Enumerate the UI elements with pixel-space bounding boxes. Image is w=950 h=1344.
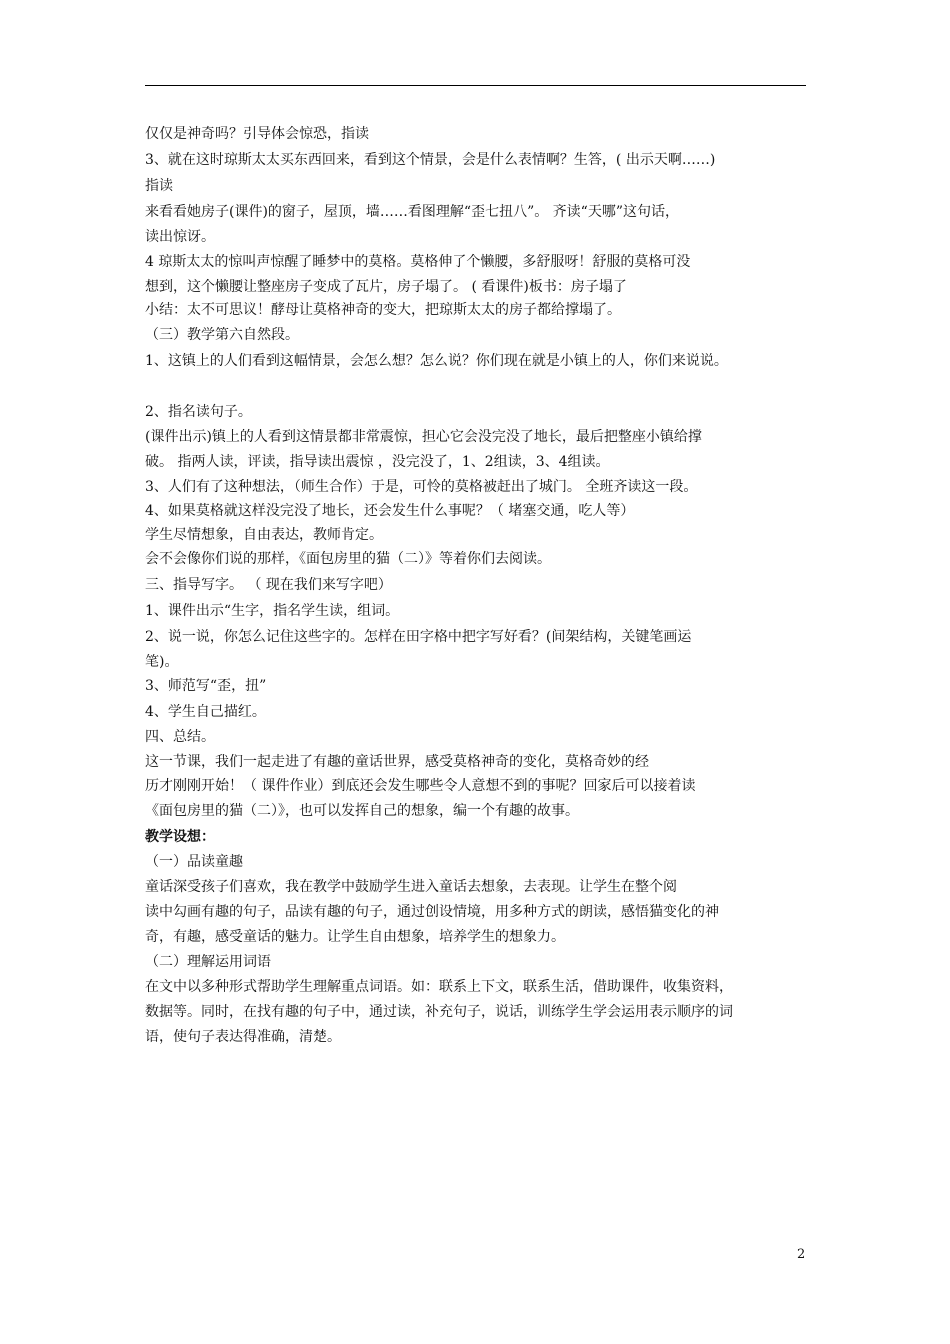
- text-line: (课件出示)镇上的人看到这情景都非常震惊，担心它会没完没了地长，最后把整座小镇给撑: [145, 429, 702, 445]
- text-line: 1、课件出示“生字，指名学生读，组词。: [145, 603, 400, 619]
- text-line: 小结：太不可思议！酵母让莫格神奇的变大，把琼斯太太的房子都给撑塌了。: [145, 302, 621, 318]
- text-line: 会不会像你们说的那样，《面包房里的猫（二）》等着你们去阅读。: [145, 551, 551, 567]
- text-line: 3、就在这时琼斯太太买东西回来，看到这个情景，会是什么表情啊？生答，( 出示天啊……): [145, 152, 716, 168]
- text-line: 2、说一说，你怎么记住这些字的。怎样在田字格中把字写好看？(间架结构，关键笔画运: [145, 629, 692, 645]
- text-line: 笔)。: [145, 654, 179, 670]
- section-heading: 四、总结。: [145, 729, 215, 745]
- text-line: 童话深受孩子们喜欢，我在教学中鼓励学生进入童话去想象，去表现。让学生在整个阅: [145, 879, 677, 895]
- text-line: 破。 指两人读，评读，指导读出震惊 ，没完没了，1、2组读，3、4组读。: [145, 454, 610, 470]
- section-title: 教学设想：: [145, 829, 215, 845]
- text-line: 来看看她房子(课件)的窗子，屋顶，墙……看图理解“歪七扭八”。 齐读“天哪”这句话，: [145, 204, 680, 220]
- text-line: 指读: [145, 178, 173, 194]
- text-line: 4、如果莫格就这样没完没了地长，还会发生什么事呢？（ 堵塞交通，吃人等）: [145, 503, 635, 519]
- text-line: 奇，有趣，感受童话的魅力。让学生自由想象，培养学生的想象力。: [145, 929, 565, 945]
- text-line: 这一节课，我们一起走进了有趣的童话世界，感受莫格神奇的变化，莫格奇妙的经: [145, 754, 649, 770]
- text-line: 在文中以多种形式帮助学生理解重点词语。如：联系上下文，联系生活，借助课件，收集资料，: [145, 979, 733, 995]
- section-heading: （一）品读童趣: [145, 854, 243, 870]
- text-line: 1、这镇上的人们看到这幅情景，会怎么想？怎么说？你们现在就是小镇上的人，你们来说说。: [145, 353, 728, 369]
- header-rule: [145, 85, 806, 86]
- text-line: 读出惊讶。: [145, 229, 215, 245]
- page-number: 2: [797, 1247, 806, 1262]
- text-line: 想到，这个懒腰让整座房子变成了瓦片，房子塌了。 ( 看课件)板书：房子塌了: [145, 279, 627, 295]
- text-line: 《面包房里的猫（二）》，也可以发挥自己的想象，编一个有趣的故事。: [145, 803, 579, 819]
- text-line: 4、学生自己描红。: [145, 704, 266, 720]
- section-heading: （二）理解运用词语: [145, 954, 271, 970]
- text-line: 4 琼斯太太的惊叫声惊醒了睡梦中的莫格。莫格伸了个懒腰，多舒服呀！舒服的莫格可没: [145, 254, 691, 270]
- section-heading: 三、指导写字。 （ 现在我们来写字吧）: [145, 577, 392, 593]
- text-line: 历才刚刚开始！（ 课件作业）到底还会发生哪些令人意想不到的事呢？回家后可以接着读: [145, 778, 696, 794]
- text-line: 语，使句子表达得准确，清楚。: [145, 1029, 341, 1045]
- text-line: 数据等。同时，在找有趣的句子中，通过读，补充句子，说话，训练学生学会运用表示顺序的词: [145, 1004, 733, 1020]
- text-line: 读中勾画有趣的句子，品读有趣的句子，通过创设情境，用多种方式的朗读，感悟猫变化的神: [145, 904, 719, 920]
- text-line: 3、师范写“歪，扭”: [145, 678, 267, 694]
- text-line: 仅仅是神奇吗？引导体会惊恐，指读: [145, 126, 369, 142]
- text-line: 3、人们有了这种想法，（师生合作）于是，可怜的莫格被赶出了城门。 全班齐读这一段。: [145, 479, 698, 495]
- text-line: 2、指名读句子。: [145, 404, 252, 420]
- section-heading: （三）教学第六自然段。: [145, 327, 299, 343]
- text-line: 学生尽情想象，自由表达，教师肯定。: [145, 527, 383, 543]
